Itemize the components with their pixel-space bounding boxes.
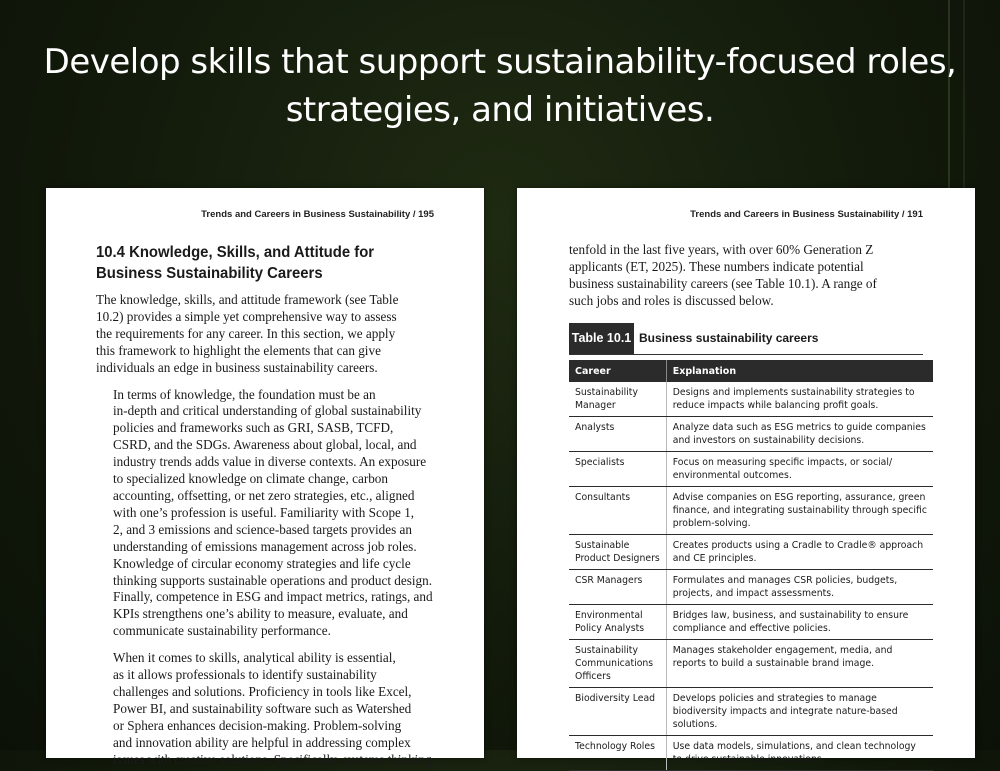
explanation-line: Analyze data such as ESG metrics to guide companies — [672, 422, 926, 433]
explanation-cell — [666, 640, 933, 688]
running-head: Trends and Careers in Business Sustainability / 191 — [690, 209, 923, 220]
heading-line: Business Sustainability Careers — [96, 265, 323, 282]
career-name-line: Sustainability — [575, 387, 638, 398]
paragraph — [96, 387, 441, 641]
career-name-line: Technology Roles — [575, 741, 655, 752]
table-row — [569, 382, 933, 417]
text-line: The knowledge, skills, and attitude framework (see Table — [96, 292, 399, 307]
explanation-line: projects, and impact assessments. — [672, 588, 835, 599]
explanation-cell — [666, 570, 933, 605]
career-cell — [569, 535, 666, 570]
table-title — [569, 323, 923, 355]
explanation-cell — [666, 382, 933, 417]
career-name-line: Product Designers — [575, 553, 660, 564]
column-header-explanation: Explanation — [666, 360, 933, 382]
career-cell — [569, 417, 666, 452]
career-name-line: Specialists — [575, 457, 625, 468]
career-cell — [569, 640, 666, 688]
text-line: Knowledge of circular economy strategies and life cycle — [113, 555, 411, 571]
text-line: individuals an edge in business sustainability careers. — [96, 359, 378, 375]
explanation-line: problem-solving. — [672, 518, 751, 529]
headline — [0, 38, 1000, 134]
explanation-line: Develops policies and strategies to manage — [672, 693, 877, 704]
text-line: issues with creative solutions. Specifically, systems thinking — [113, 751, 432, 767]
text-line: or Sphera enhances decision-making. Problem-solving — [113, 717, 402, 733]
text-line: the requirements for any career. In this section, we apply — [96, 325, 396, 341]
text-line: and innovation ability are helpful in addressing complex — [113, 734, 411, 750]
explanation-line: biodiversity impacts and integrate nature-based — [672, 706, 898, 717]
text-line: CSRD, and the SDGs. Awareness about global, local, and — [113, 437, 417, 453]
explanation-line: environmental outcomes. — [672, 470, 792, 481]
explanation-line: and CE principles. — [672, 553, 757, 564]
explanation-line: Bridges law, business, and sustainability to ensure — [672, 610, 909, 621]
table-row — [569, 688, 933, 736]
text-line: challenges and solutions. Proficiency in tools like Excel, — [113, 683, 412, 699]
career-name-line: Environmental — [575, 610, 643, 621]
explanation-line: Creates products using a Cradle to Cradle® approach — [672, 540, 924, 551]
text-line: to specialized knowledge on climate change, carbon — [113, 471, 388, 487]
table-row — [569, 417, 933, 452]
book-page-right — [517, 188, 975, 765]
text-line: communicate sustainability performance. — [113, 623, 331, 639]
career-name-line: Sustainable — [575, 540, 630, 551]
text-line: such jobs and roles is discussed below. — [569, 292, 774, 308]
table-row — [569, 640, 933, 688]
text-line: KPIs strengthens one’s ability to measure, evaluate, and — [113, 606, 408, 622]
career-cell — [569, 570, 666, 605]
text-line: 2, and 3 emissions and science-based targets provides an — [113, 521, 412, 537]
explanation-line: Advise companies on ESG reporting, assurance, green — [672, 492, 926, 503]
career-name-line: CSR Managers — [575, 575, 643, 586]
explanation-cell — [666, 487, 933, 535]
text-line: tenfold in the last five years, with over 60% Generation Z — [569, 242, 874, 257]
career-cell — [569, 605, 666, 640]
explanation-line: Designs and implements sustainability strategies to — [672, 387, 915, 398]
headline-line: Develop skills that support sustainability-focused roles, — [43, 42, 957, 82]
career-cell — [569, 736, 666, 771]
career-cell — [569, 487, 666, 535]
career-name-line: Communications — [575, 658, 654, 669]
explanation-line: finance, and integrating sustainability through specific — [672, 505, 927, 516]
paragraph — [96, 650, 441, 768]
table-header-row — [569, 360, 933, 382]
running-head: Trends and Careers in Business Sustainability / 195 — [201, 209, 434, 220]
column-header-career: Career — [569, 360, 666, 382]
text-line: in-depth and critical understanding of global sustainability — [113, 403, 422, 419]
career-name-line: Biodiversity Lead — [575, 693, 656, 704]
text-line: with one’s profession is useful. Familiarity with Scope 1, — [113, 504, 415, 520]
text-line: this framework to highlight the elements that can give — [96, 342, 381, 358]
text-line: understanding of emissions management across job roles. — [113, 538, 417, 554]
text-line: Finally, competence in ESG and impact metrics, ratings, and — [113, 589, 433, 605]
table-row — [569, 487, 933, 535]
career-name-line: Officers — [575, 671, 611, 682]
text-line: applicants (ET, 2025). These numbers indicate potential — [569, 258, 864, 274]
text-line: In terms of knowledge, the foundation must be an — [113, 386, 376, 402]
text-line: accounting, offsetting, or net zero strategies, etc., aligned — [113, 487, 415, 503]
explanation-line: solutions. — [672, 719, 718, 730]
explanation-cell — [666, 417, 933, 452]
explanation-line: and investors on sustainability decisions. — [672, 435, 865, 446]
explanation-line: to drive sustainable innovations. — [672, 754, 825, 765]
text-line: 10.2) provides a simple yet comprehensive way to assess — [96, 308, 397, 324]
career-name-line: Analysts — [575, 422, 615, 433]
intro-paragraph — [569, 242, 929, 310]
text-line: business sustainability careers (see Table 10.1). A range of — [569, 275, 877, 291]
book-page-left — [46, 188, 484, 767]
explanation-line: reduce impacts while balancing profit goals. — [672, 400, 879, 411]
explanation-line: Focus on measuring specific impacts, or social/ — [672, 457, 893, 468]
career-cell — [569, 688, 666, 736]
headline-line: strategies, and initiatives. — [285, 90, 715, 130]
career-name-line: Consultants — [575, 492, 631, 503]
explanation-cell — [666, 535, 933, 570]
explanation-cell — [666, 452, 933, 487]
text-line: as it allows professionals to identify sustainability — [113, 667, 377, 683]
heading-line: 10.4 Knowledge, Skills, and Attitude for — [96, 244, 375, 261]
explanation-line: compliance and effective policies. — [672, 623, 831, 634]
explanation-line: Use data models, simulations, and clean technology — [672, 741, 916, 752]
text-line: policies and frameworks such as GRI, SASB, TCFD, — [113, 420, 394, 436]
table-row — [569, 605, 933, 640]
explanation-cell — [666, 605, 933, 640]
careers-table — [569, 360, 933, 771]
explanation-cell — [666, 736, 933, 771]
explanation-line: Formulates and manages CSR policies, budgets, — [672, 575, 898, 586]
career-cell — [569, 452, 666, 487]
career-name-line: Manager — [575, 400, 616, 411]
table-row — [569, 736, 933, 771]
table-number-tag: Table 10.1 — [569, 323, 634, 354]
explanation-line: Manages stakeholder engagement, media, and — [672, 645, 893, 656]
career-name-line: Policy Analysts — [575, 623, 645, 634]
text-line: thinking supports sustainable operations and product design. — [113, 572, 433, 588]
section-heading — [96, 242, 412, 284]
table-row — [569, 535, 933, 570]
table-caption: Business sustainability careers — [639, 331, 819, 345]
career-cell — [569, 382, 666, 417]
career-name-line: Sustainability — [575, 645, 638, 656]
explanation-cell — [666, 688, 933, 736]
table-row — [569, 452, 933, 487]
table-row — [569, 570, 933, 605]
explanation-line: reports to build a sustainable brand image. — [672, 658, 875, 669]
paragraph — [96, 292, 441, 377]
text-line: When it comes to skills, analytical ability is essential, — [113, 650, 396, 666]
text-line: Power BI, and sustainability software such as Watershed — [113, 700, 412, 716]
body-text — [96, 292, 441, 768]
text-line: industry trends adds value in diverse contexts. An exposure — [113, 454, 427, 470]
